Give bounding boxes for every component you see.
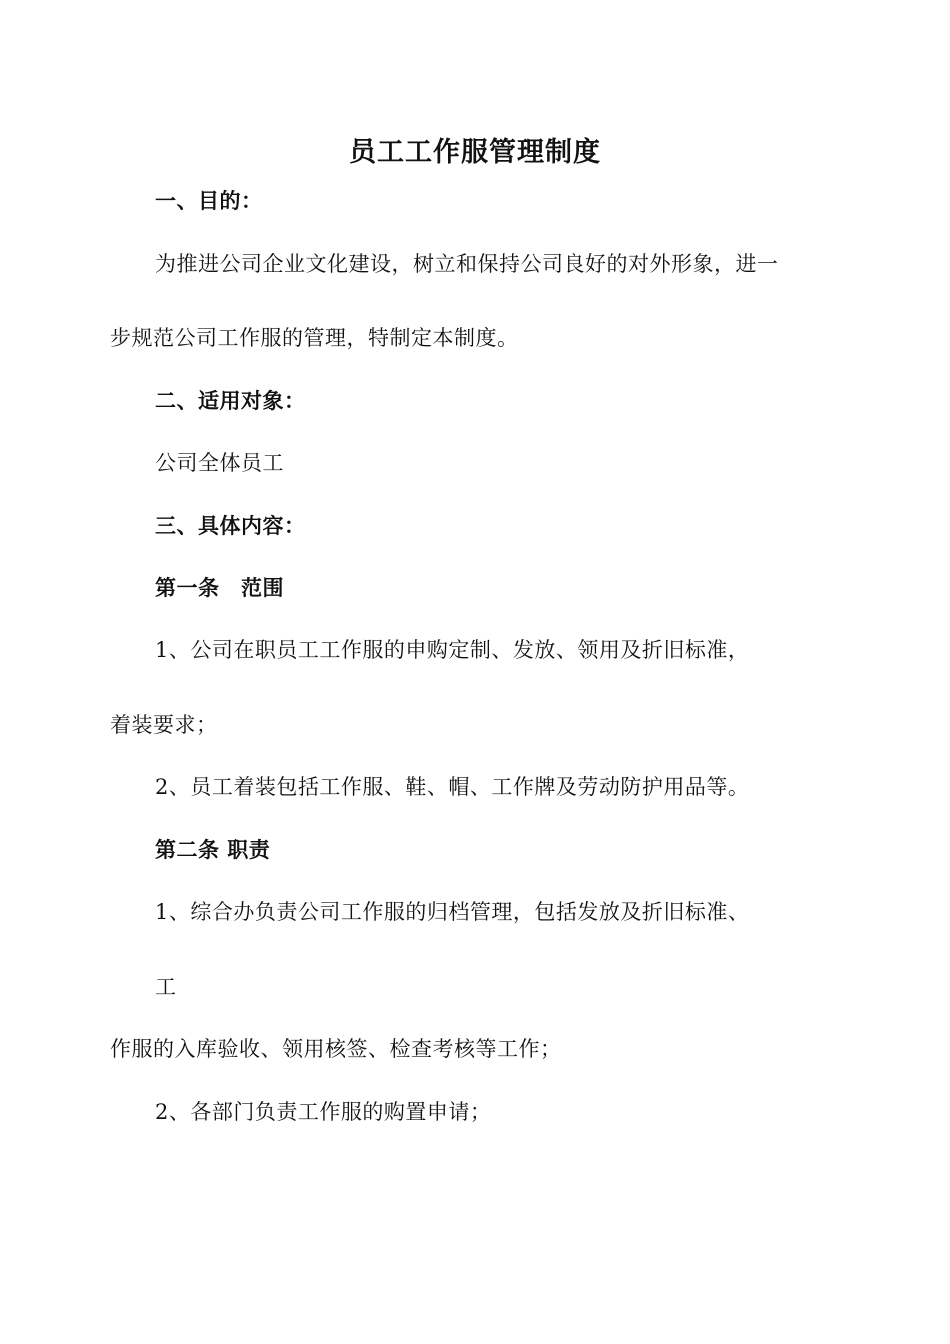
document-title: 员工工作服管理制度 bbox=[349, 137, 601, 168]
article1-item2: 2、员工着装包括工作服、鞋、帽、工作牌及劳动防护用品等。 bbox=[155, 775, 750, 799]
paragraph-purpose-line-2: 步规范公司工作服的管理，特制定本制度。 bbox=[110, 326, 519, 350]
section-heading-scope: 二、适用对象： bbox=[155, 389, 306, 413]
article2-item1-line-2: 工 bbox=[155, 975, 177, 999]
article1-item1-line-1: 1、公司在职员工工作服的申购定制、发放、领用及折旧标准， bbox=[155, 638, 750, 662]
section-heading-content: 三、具体内容： bbox=[155, 514, 306, 538]
paragraph-scope: 公司全体员工 bbox=[155, 451, 284, 475]
section-heading-purpose: 一、目的： bbox=[155, 189, 263, 213]
article2-item1-line-1: 1、综合办负责公司工作服的归档管理，包括发放及折旧标准、 bbox=[155, 900, 750, 924]
paragraph-purpose-line-1: 为推进公司企业文化建设，树立和保持公司良好的对外形象，进一 bbox=[155, 252, 779, 276]
article2-item2: 2、各部门负责工作服的购置申请； bbox=[155, 1100, 492, 1124]
article1-item1-line-2: 着装要求； bbox=[110, 713, 218, 737]
article-heading-duties: 第二条 职责 bbox=[155, 838, 271, 862]
article-heading-range: 第一条 范围 bbox=[155, 576, 284, 600]
article2-item1-line-3: 作服的入库验收、领用核签、检查考核等工作； bbox=[110, 1037, 562, 1061]
